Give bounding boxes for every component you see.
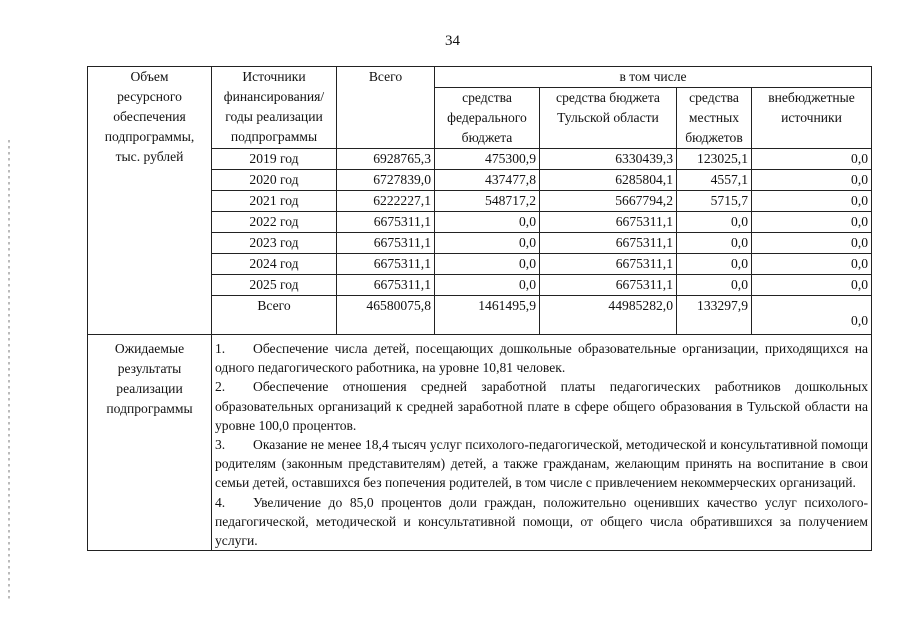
header-local — [677, 88, 752, 149]
row-regional: 6675311,1 — [540, 254, 677, 275]
row-local: 123025,1 — [677, 149, 752, 170]
row-year: 2022 год — [212, 212, 337, 233]
row-total: 6675311,1 — [337, 233, 435, 254]
row-extra: 0,0 — [752, 191, 872, 212]
row-federal: 0,0 — [435, 233, 540, 254]
row-extra: 0,0 — [752, 149, 872, 170]
header-extra — [752, 88, 872, 149]
row-extra: 0,0 — [752, 233, 872, 254]
row-federal: 0,0 — [435, 275, 540, 296]
row-local: 5715,7 — [677, 191, 752, 212]
row-regional: 6675311,1 — [540, 275, 677, 296]
summary-federal: 1461495,9 — [435, 296, 540, 335]
result-text: Оказание не менее 18,4 тысяч услуг психолого-педагогической, методической и консультативной помощи родителям (законным представителям) детей, а также гражданам, желающим принять на воспитание в свои семьи детей, оставшихся без попечения родителей, в том числе с привлечением некоммерческих организаций. — [215, 437, 869, 491]
result-number: 4. — [215, 494, 226, 510]
result-text: Обеспечение отношения средней заработной платы педагогических работников дошкольных образовательных организаций к средней заработной плате в сфере общего образования в Тульской области на уровне 100,0 процентов. — [215, 379, 869, 433]
row-extra: 0,0 — [752, 275, 872, 296]
result-item — [215, 493, 868, 551]
funding-label-line: тыс. рублей — [115, 149, 184, 164]
header-federal — [435, 88, 540, 149]
row-local: 0,0 — [677, 254, 752, 275]
row-total: 6675311,1 — [337, 254, 435, 275]
row-total: 6928765,3 — [337, 149, 435, 170]
row-total: 6675311,1 — [337, 275, 435, 296]
row-extra: 0,0 — [752, 170, 872, 191]
row-regional: 6675311,1 — [540, 212, 677, 233]
row-federal: 0,0 — [435, 212, 540, 233]
results-row — [88, 335, 872, 551]
row-year: 2019 год — [212, 149, 337, 170]
results-label-line: Ожидаемые — [114, 341, 185, 356]
header-federal-line: федерального — [447, 110, 527, 125]
row-federal: 548717,2 — [435, 191, 540, 212]
row-total: 6222227,1 — [337, 191, 435, 212]
funding-label-line: ресурсного — [117, 89, 182, 104]
page-number: 34 — [445, 33, 460, 49]
row-local: 4557,1 — [677, 170, 752, 191]
row-year: 2020 год — [212, 170, 337, 191]
row-local: 0,0 — [677, 233, 752, 254]
row-year: 2024 год — [212, 254, 337, 275]
header-including: в том числе — [435, 67, 872, 88]
results-label — [88, 335, 212, 551]
scan-margin-dots — [8, 140, 10, 600]
table-body — [88, 67, 872, 551]
funding-label-line: обеспечения — [113, 109, 186, 124]
result-item — [215, 435, 868, 493]
header-regional-line: Тульской области — [557, 110, 659, 125]
header-regional-line: средства бюджета — [556, 90, 660, 105]
results-label-line: реализации — [116, 381, 183, 396]
summary-local: 133297,9 — [677, 296, 752, 335]
header-row — [88, 67, 872, 88]
header-local-line: бюджетов — [685, 130, 743, 145]
subprogram-passport-table — [87, 66, 872, 551]
header-sources-line: финансирования/ — [223, 89, 325, 104]
row-regional: 6675311,1 — [540, 233, 677, 254]
funding-row-label — [88, 67, 212, 335]
results-label-line: подпрограммы — [106, 401, 193, 416]
result-number: 2. — [215, 379, 226, 395]
row-year: 2023 год — [212, 233, 337, 254]
row-extra: 0,0 — [752, 254, 872, 275]
result-text: Увеличение до 85,0 процентов доли граждан, положительно оценивших качество услуг психолого-педагогической, методической и консультативной помощи, от общего числа обратившихся за получением услуги. — [215, 494, 869, 549]
header-extra-line: источники — [781, 110, 842, 125]
result-text: Обеспечение числа детей, посещающих дошкольные образовательные организации, приходящихся на одного педагогического работника, на уровне 10,81 человек. — [215, 341, 869, 376]
result-number: 3. — [215, 437, 226, 453]
row-year: 2025 год — [212, 275, 337, 296]
header-federal-line: бюджета — [461, 130, 513, 145]
row-regional: 6285804,1 — [540, 170, 677, 191]
row-year: 2021 год — [212, 191, 337, 212]
summary-regional: 44985282,0 — [540, 296, 677, 335]
header-sources — [212, 67, 337, 149]
funding-label-line: Объем — [130, 69, 169, 84]
header-local-line: местных — [688, 110, 740, 125]
row-total: 6727839,0 — [337, 170, 435, 191]
header-local-line: средства — [689, 90, 739, 105]
row-regional: 6330439,3 — [540, 149, 677, 170]
result-item — [215, 339, 868, 377]
header-sources-line: годы реализации — [225, 109, 323, 124]
summary-extra: 0,0 — [752, 296, 872, 335]
header-sources-line: Источники — [242, 69, 306, 84]
row-extra: 0,0 — [752, 212, 872, 233]
row-local: 0,0 — [677, 275, 752, 296]
header-extra-line: внебюджетные — [768, 90, 855, 105]
header-regional — [540, 88, 677, 149]
summary-label: Всего — [212, 296, 337, 335]
summary-total: 46580075,8 — [337, 296, 435, 335]
row-local: 0,0 — [677, 212, 752, 233]
row-federal: 475300,9 — [435, 149, 540, 170]
row-federal: 0,0 — [435, 254, 540, 275]
header-federal-line: средства — [462, 90, 512, 105]
result-item — [215, 377, 868, 435]
results-list — [212, 335, 872, 551]
results-label-line: результаты — [117, 361, 182, 376]
row-total: 6675311,1 — [337, 212, 435, 233]
result-number: 1. — [215, 341, 226, 356]
header-sources-line: подпрограммы — [230, 129, 318, 144]
header-total: Всего — [337, 67, 435, 149]
funding-label-line: подпрограммы, — [104, 129, 195, 144]
row-federal: 437477,8 — [435, 170, 540, 191]
row-regional: 5667794,2 — [540, 191, 677, 212]
